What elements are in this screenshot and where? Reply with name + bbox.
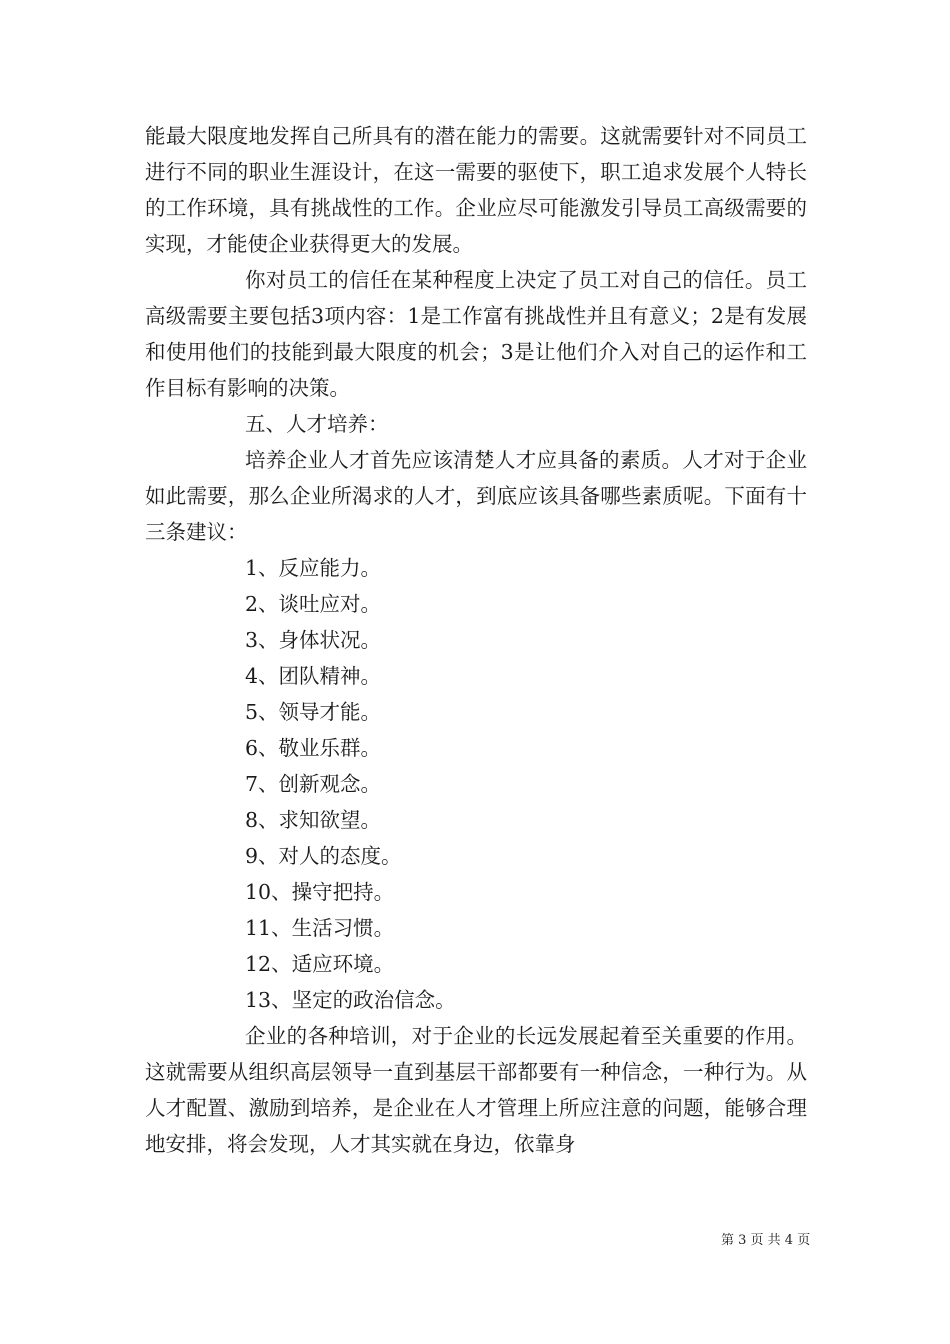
list-item: 5、领导才能。	[245, 700, 382, 724]
document-page	[145, 118, 807, 1162]
talent-qualities-list	[145, 550, 807, 1018]
list-item: 4、团队精神。	[245, 664, 382, 688]
paragraph-trust: 你对员工的信任在某种程度上决定了员工对自己的信任。员工高级需要主要包括3项内容：1是工作富有挑战性并且有意义；2是有发展和使用他们的技能到最大限度的机会；3是让他们介入对自己的运作和工作目标有影响的决策。	[145, 268, 807, 400]
paragraph-talent-intro: 培养企业人才首先应该清楚人才应具备的素质。人才对于企业如此需要，那么企业所渴求的人才，到底应该具备哪些素质呢。下面有十三条建议：	[145, 448, 807, 544]
paragraph-continuation: 能最大限度地发挥自己所具有的潜在能力的需要。这就需要针对不同员工进行不同的职业生涯设计，在这一需要的驱使下，职工追求发展个人特长的工作环境，具有挑战性的工作。企业应尽可能激发引导员工高级需要的实现，才能使企业获得更大的发展。	[145, 124, 807, 256]
list-item: 2、谈吐应对。	[245, 592, 382, 616]
list-item: 12、适应环境。	[245, 952, 395, 976]
list-item: 10、操守把持。	[245, 880, 395, 904]
page-number-footer: 第 3 页 共 4 页	[721, 1233, 811, 1248]
list-item: 3、身体状况。	[245, 628, 382, 652]
list-item: 13、坚定的政治信念。	[245, 988, 456, 1012]
list-item: 7、创新观念。	[245, 772, 382, 796]
list-item: 11、生活习惯。	[245, 916, 395, 940]
list-item: 8、求知欲望。	[245, 808, 382, 832]
paragraph-training: 企业的各种培训，对于企业的长远发展起着至关重要的作用。这就需要从组织高层领导一直到基层干部都要有一种信念，一种行为。从人才配置、激励到培养，是企业在人才管理上所应注意的问题，能够合理地安排，将会发现，人才其实就在身边，依靠身	[145, 1024, 807, 1156]
list-item: 1、反应能力。	[245, 556, 382, 580]
list-item: 6、敬业乐群。	[245, 736, 382, 760]
section-heading: 五、人才培养：	[245, 412, 389, 436]
list-item: 9、对人的态度。	[245, 844, 402, 868]
